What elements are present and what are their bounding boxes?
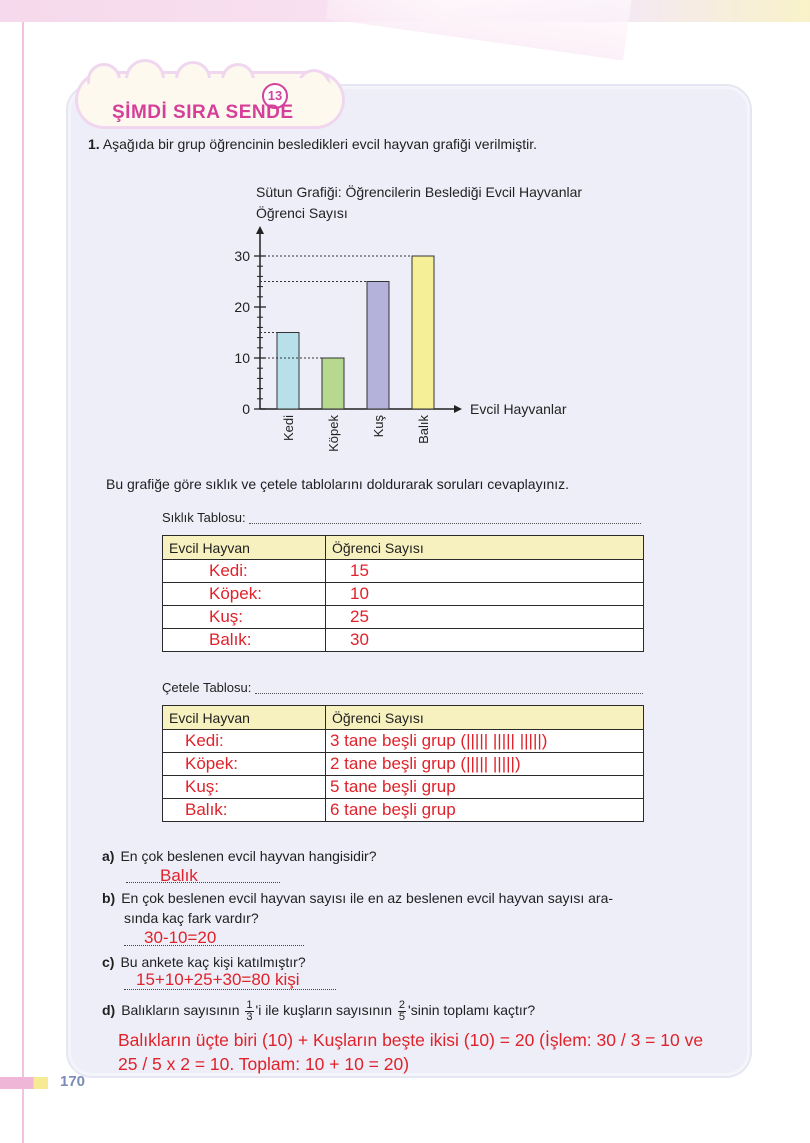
page-number-bar (0, 1077, 48, 1089)
activity-number-badge: 13 (262, 83, 288, 109)
left-margin-line (22, 22, 24, 1143)
question-label: a) (102, 848, 115, 864)
animal-cell: Kuş: (163, 776, 326, 799)
table-header-row (163, 706, 644, 730)
siklik-table (162, 535, 644, 652)
answer-b: 30-10=20 (144, 928, 217, 947)
animal-cell: Kedi: (163, 560, 326, 583)
fraction-denominator: 5 (398, 1011, 406, 1023)
question-number: 1. (88, 136, 100, 152)
fraction-denominator: 3 (246, 1011, 253, 1023)
question-text: Balıkların sayısının (121, 1002, 240, 1019)
bar-balık (412, 256, 434, 409)
x-axis-arrow (454, 405, 462, 413)
question-b (102, 890, 613, 906)
fraction-one-third (245, 1000, 253, 1023)
table-row (163, 799, 644, 822)
cetele-table (162, 705, 644, 822)
table-row (163, 753, 644, 776)
table-header-cell: Öğrenci Sayısı (326, 536, 644, 560)
animal-cell: Kedi: (163, 730, 326, 753)
question-label: b) (102, 890, 116, 906)
bar-köpek (322, 358, 344, 409)
question-c (102, 954, 306, 970)
y-axis-arrow (256, 226, 264, 234)
table-row (163, 560, 644, 583)
table-header-cell: Evcil Hayvan (163, 536, 326, 560)
y-tick-label: 0 (242, 401, 250, 417)
count-cell: 30 (326, 629, 644, 652)
answer-d: Balıkların üçte biri (10) + Kuşların beşte ikisi (10) = 20 (İşlem: 30 / 3 = 10 ve 25 / 5 x 2 = 10. Toplam: 10 + 10 = 20) (118, 1030, 704, 1074)
question-text: Bu ankete kaç kişi katılmıştır? (120, 954, 306, 970)
x-tick-label: Kuş (371, 415, 386, 438)
page-number: 170 (60, 1073, 86, 1090)
count-cell: 3 tane beşli grup (||||| ||||| |||||) (326, 730, 644, 753)
chart-title: Sütun Grafiği: Öğrencilerin Beslediği Evcil Hayvanlar (256, 184, 583, 200)
table-row (163, 776, 644, 799)
y-tick-label: 30 (234, 248, 250, 264)
fill-line (255, 683, 643, 694)
table-row (163, 629, 644, 652)
question-text: En çok beslenen evcil hayvan hangisidir? (120, 848, 377, 864)
table-header-row (163, 536, 644, 560)
instruction-text: Bu grafiğe göre sıklık ve çetele tablolarını doldurarak soruları cevaplayınız. (106, 476, 570, 492)
question-text: En çok beslenen evcil hayvan sayısı ile en az beslenen evcil hayvan sayısı ara- (121, 890, 614, 906)
top-decorative-swoosh (326, 0, 634, 60)
animal-cell: Kuş: (163, 606, 326, 629)
fraction-two-fifths (398, 1000, 406, 1023)
question-b-line2: sında kaç fark vardır? (124, 910, 259, 926)
animal-cell: Balık: (163, 799, 326, 822)
chart-y-axis-label: Öğrenci Sayısı (256, 205, 348, 221)
animal-cell: Köpek: (163, 753, 326, 776)
fill-line (249, 513, 641, 524)
count-cell: 25 (326, 606, 644, 629)
siklik-table-label: Sıklık Tablosu: (162, 510, 641, 525)
x-tick-label: Balık (416, 415, 431, 444)
table-header-cell: Öğrenci Sayısı (326, 706, 644, 730)
answer-a: Balık (160, 866, 198, 885)
count-cell: 2 tane beşli grup (||||| |||||) (326, 753, 644, 776)
question-label: d) (102, 1002, 116, 1019)
question-d (102, 1000, 535, 1023)
fraction-numerator: 1 (246, 999, 253, 1011)
table-row (163, 730, 644, 753)
count-cell: 15 (326, 560, 644, 583)
cetele-table-label: Çetele Tablosu: (162, 680, 643, 695)
answer-c: 15+10+25+30=80 kişi (136, 970, 300, 989)
bar-kedi (277, 333, 299, 410)
question-text: Aşağıda bir grup öğrencinin besledikleri evcil hayvan grafiği verilmiştir. (102, 136, 538, 152)
table-row (163, 583, 644, 606)
y-tick-label: 10 (234, 350, 250, 366)
count-cell: 6 tane beşli grup (326, 799, 644, 822)
x-tick-label: Kedi (281, 415, 296, 442)
question-1 (88, 136, 537, 152)
x-axis-label: Evcil Hayvanlar (470, 401, 567, 417)
count-cell: 10 (326, 583, 644, 606)
question-text: 'i ile kuşların sayısının (255, 1002, 393, 1019)
animal-cell: Köpek: (163, 583, 326, 606)
table-header-cell: Evcil Hayvan (163, 706, 326, 730)
question-a (102, 848, 377, 864)
bar-kuş (367, 282, 389, 410)
x-tick-label: Köpek (326, 415, 341, 452)
animal-cell: Balık: (163, 629, 326, 652)
question-text: 'sinin toplamı kaçtır? (408, 1002, 536, 1019)
y-tick-label: 20 (234, 299, 250, 315)
count-cell: 5 tane beşli grup (326, 776, 644, 799)
fraction-numerator: 2 (398, 999, 406, 1011)
answer-line (126, 881, 280, 883)
section-heading: ŞİMDİ SIRA SENDE (112, 102, 294, 123)
bar-chart (226, 226, 586, 456)
question-label: c) (102, 954, 115, 970)
table-row (163, 606, 644, 629)
